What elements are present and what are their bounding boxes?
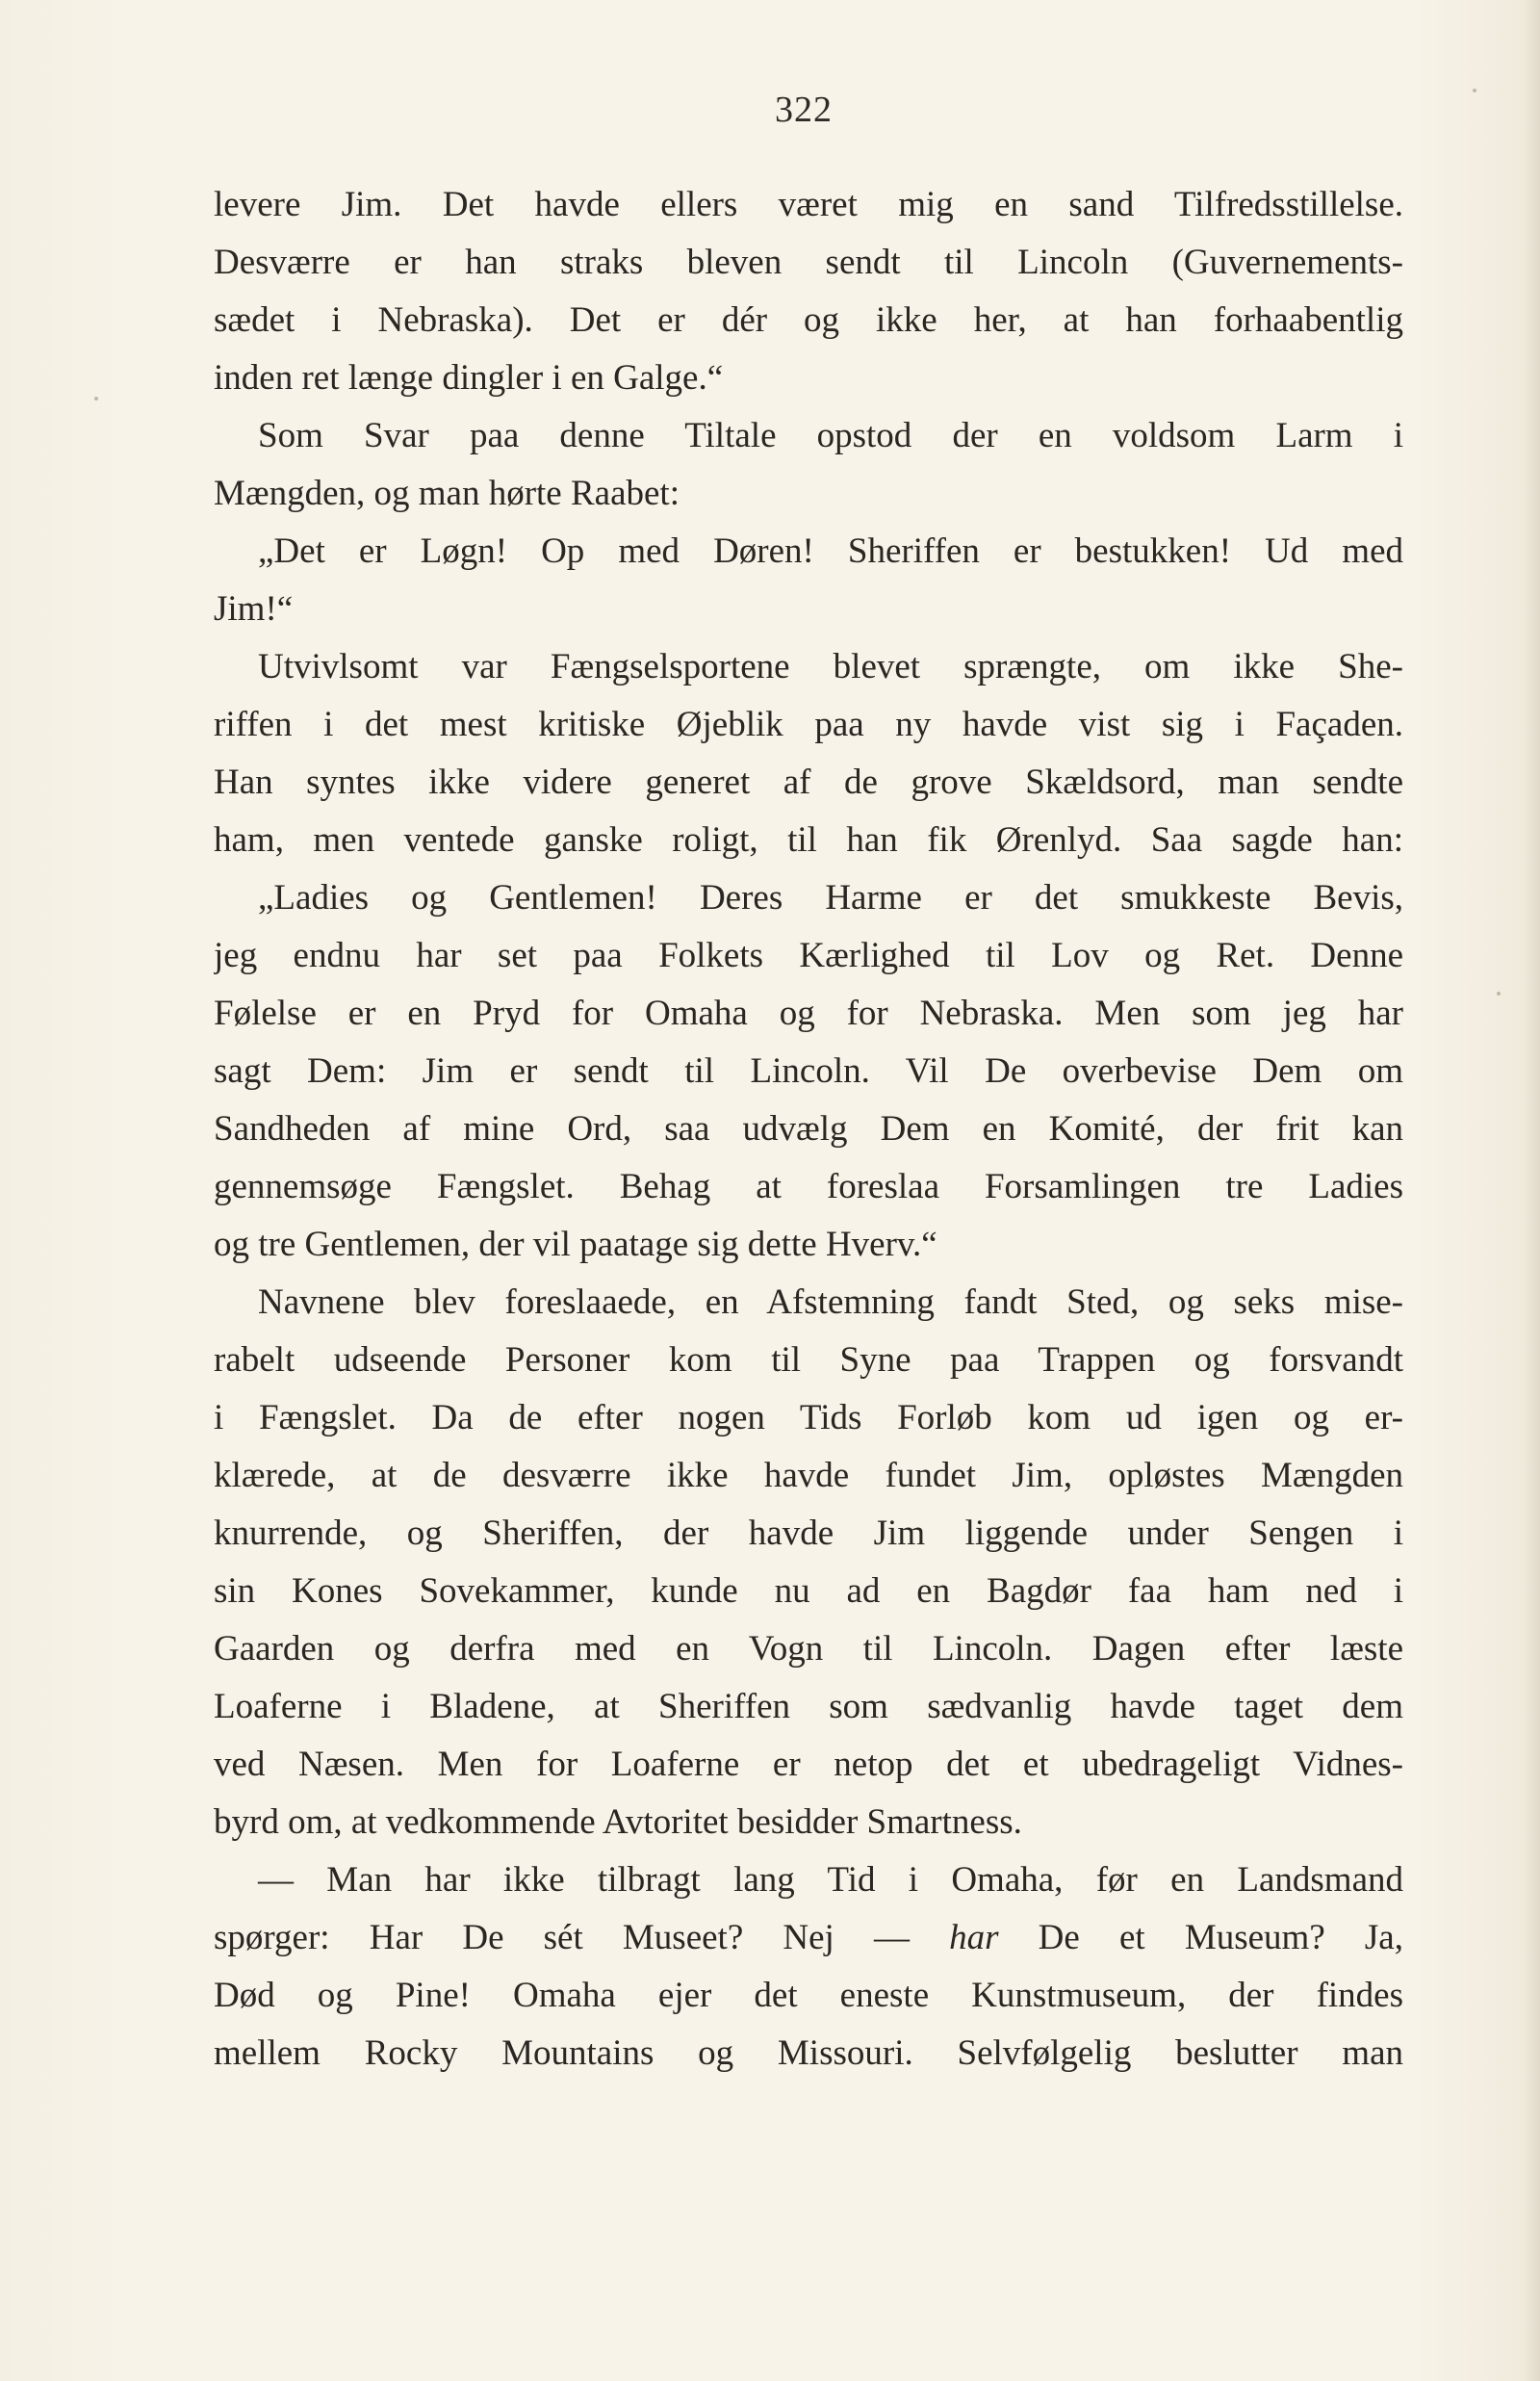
text-line: spørger: Har De sét Museet? Nej — har De et Museum? Ja, xyxy=(214,1918,1403,1957)
text-line: mellem Rocky Mountains og Missouri. Selvfølgelig beslutter man xyxy=(214,2033,1403,2073)
page-edge-shading xyxy=(1523,0,1540,2381)
paper-speck xyxy=(94,397,98,401)
text-line: Jim!“ xyxy=(214,589,294,629)
text-line: Han syntes ikke videre generet af de grove Skældsord, man sendte xyxy=(214,763,1403,802)
body-text xyxy=(214,176,1403,2083)
emphasized-word: har xyxy=(949,1918,999,1957)
text-line: sædet i Nebraska). Det er dér og ikke her, at han forhaabentlig xyxy=(214,300,1403,340)
text-line: Gaarden og derfra med en Vogn til Lincoln. Dagen efter læste xyxy=(214,1629,1403,1669)
text-line: Loaferne i Bladene, at Sheriffen som sædvanlig havde taget dem xyxy=(214,1687,1403,1726)
text-line: rabelt udseende Personer kom til Syne paa Trappen og forsvandt xyxy=(214,1340,1403,1380)
text-line: ham, men ventede ganske roligt, til han fik Ørenlyd. Saa sagde han: xyxy=(214,820,1403,860)
text-line: levere Jim. Det havde ellers været mig en sand Tilfredsstillelse. xyxy=(214,185,1403,224)
text-line: Utvivlsomt var Fængselsportene blevet sprængte, om ikke She- xyxy=(258,647,1403,686)
text-line: Som Svar paa denne Tiltale opstod der en voldsom Larm i xyxy=(258,416,1403,455)
text-line: Navnene blev foreslaaede, en Afstemning fandt Sted, og seks mise- xyxy=(258,1282,1403,1322)
text-line: „Det er Løgn! Op med Døren! Sheriffen er bestukken! Ud med xyxy=(258,531,1403,571)
text-line: i Fængslet. Da de efter nogen Tids Forløb kom ud igen og er- xyxy=(214,1398,1403,1437)
text-line: byrd om, at vedkommende Avtoritet besidder Smartness. xyxy=(214,1802,1022,1842)
text-line: Død og Pine! Omaha ejer det eneste Kunstmuseum, der findes xyxy=(214,1976,1403,2015)
text-line: sagt Dem: Jim er sendt til Lincoln. Vil De overbevise Dem om xyxy=(214,1051,1403,1091)
text-line: — Man har ikke tilbragt lang Tid i Omaha, før en Landsmand xyxy=(258,1860,1403,1900)
text-line: Mængden, og man hørte Raabet: xyxy=(214,474,680,513)
text-line: Følelse er en Pryd for Omaha og for Nebraska. Men som jeg har xyxy=(214,994,1403,1033)
page-number: 322 xyxy=(775,90,833,130)
text-line: Sandheden af mine Ord, saa udvælg Dem en Komité, der frit kan xyxy=(214,1109,1403,1149)
paper-speck xyxy=(1497,992,1501,996)
text-line: Desværre er han straks bleven sendt til Lincoln (Guvernements- xyxy=(214,243,1403,282)
text-line: gennemsøge Fængslet. Behag at foreslaa Forsamlingen tre Ladies xyxy=(214,1167,1403,1206)
text-line: og tre Gentlemen, der vil paatage sig dette Hverv.“ xyxy=(214,1225,937,1264)
text-line: ved Næsen. Men for Loaferne er netop det et ubedrageligt Vidnes- xyxy=(214,1745,1403,1784)
text-line: jeg endnu har set paa Folkets Kærlighed til Lov og Ret. Denne xyxy=(214,936,1403,975)
text-line: klærede, at de desværre ikke havde fundet Jim, opløstes Mængden xyxy=(214,1456,1403,1495)
text-line: riffen i det mest kritiske Øjeblik paa ny havde vist sig i Façaden. xyxy=(214,705,1403,744)
text-line: „Ladies og Gentlemen! Deres Harme er det smukkeste Bevis, xyxy=(258,878,1403,918)
text-line: knurrende, og Sheriffen, der havde Jim liggende under Sengen i xyxy=(214,1514,1403,1553)
text-line: sin Kones Sovekammer, kunde nu ad en Bagdør faa ham ned i xyxy=(214,1571,1403,1611)
text-line: inden ret længe dingler i en Galge.“ xyxy=(214,358,724,398)
